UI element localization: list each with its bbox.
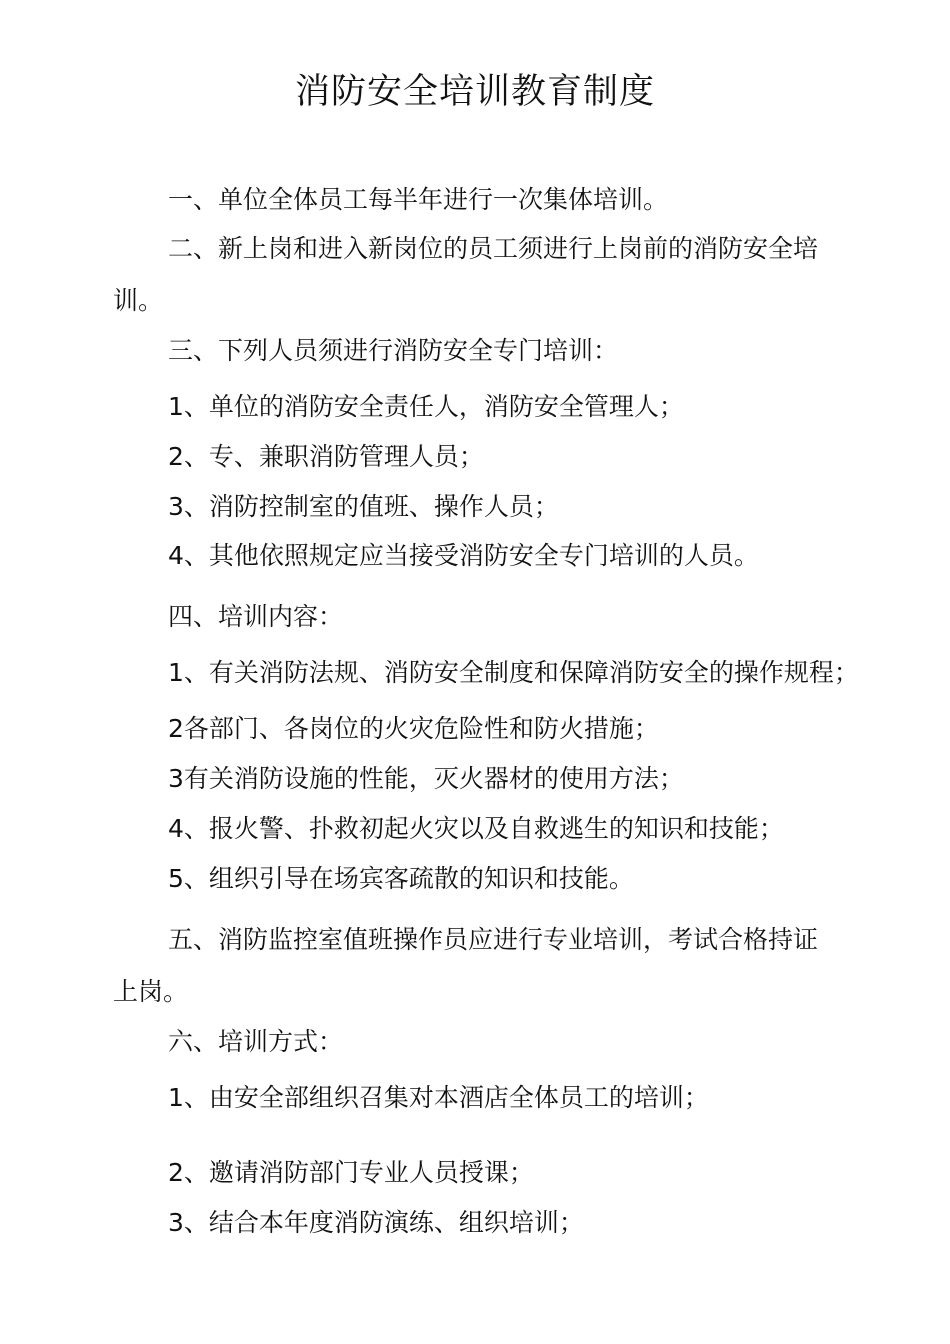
- section-3-item-1: 1、单位的消防安全责任人，消防安全管理人；: [168, 392, 684, 421]
- section-6-item-2: 2、邀请消防部门专业人员授课；: [168, 1158, 534, 1187]
- section-6-item-1: 1、由安全部组织召集对本酒店全体员工的培训；: [168, 1083, 709, 1112]
- section-3-heading: 三、下列人员须进行消防安全专门培训：: [168, 336, 619, 365]
- section-2-continuation: 训。: [113, 286, 164, 315]
- section-1-text: 一、单位全体员工每半年进行一次集体培训。: [168, 185, 669, 214]
- document-title: 消防安全培训教育制度: [294, 72, 655, 112]
- section-4-item-4: 4、报火警、扑救初起火灾以及自救逃生的知识和技能；: [168, 814, 784, 843]
- section-3-item-4: 4、其他依照规定应当接受消防安全专门培训的人员。: [168, 541, 759, 570]
- section-4-heading: 四、培训内容：: [168, 602, 344, 631]
- section-4-item-5: 5、组织引导在场宾客疏散的知识和技能。: [168, 864, 634, 893]
- section-6-item-3: 3、结合本年度消防演练、组织培训；: [168, 1208, 584, 1237]
- section-3-item-3: 3、消防控制室的值班、操作人员；: [168, 492, 559, 521]
- section-5-text: 五、消防监控室值班操作员应进行专业培训，考试合格持证: [168, 925, 819, 954]
- section-6-heading: 六、培训方式：: [168, 1027, 344, 1056]
- section-4-item-1: 1、有关消防法规、消防安全制度和保障消防安全的操作规程；: [168, 658, 859, 687]
- section-3-item-2: 2、专、兼职消防管理人员；: [168, 442, 484, 471]
- section-4-item-3: 3有关消防设施的性能，灭火器材的使用方法；: [168, 764, 684, 793]
- section-4-item-2: 2各部门、各岗位的火灾危险性和防火措施；: [168, 714, 659, 743]
- section-2-text: 二、新上岗和进入新岗位的员工须进行上岗前的消防安全培: [168, 234, 819, 263]
- section-5-continuation: 上岗。: [113, 977, 189, 1006]
